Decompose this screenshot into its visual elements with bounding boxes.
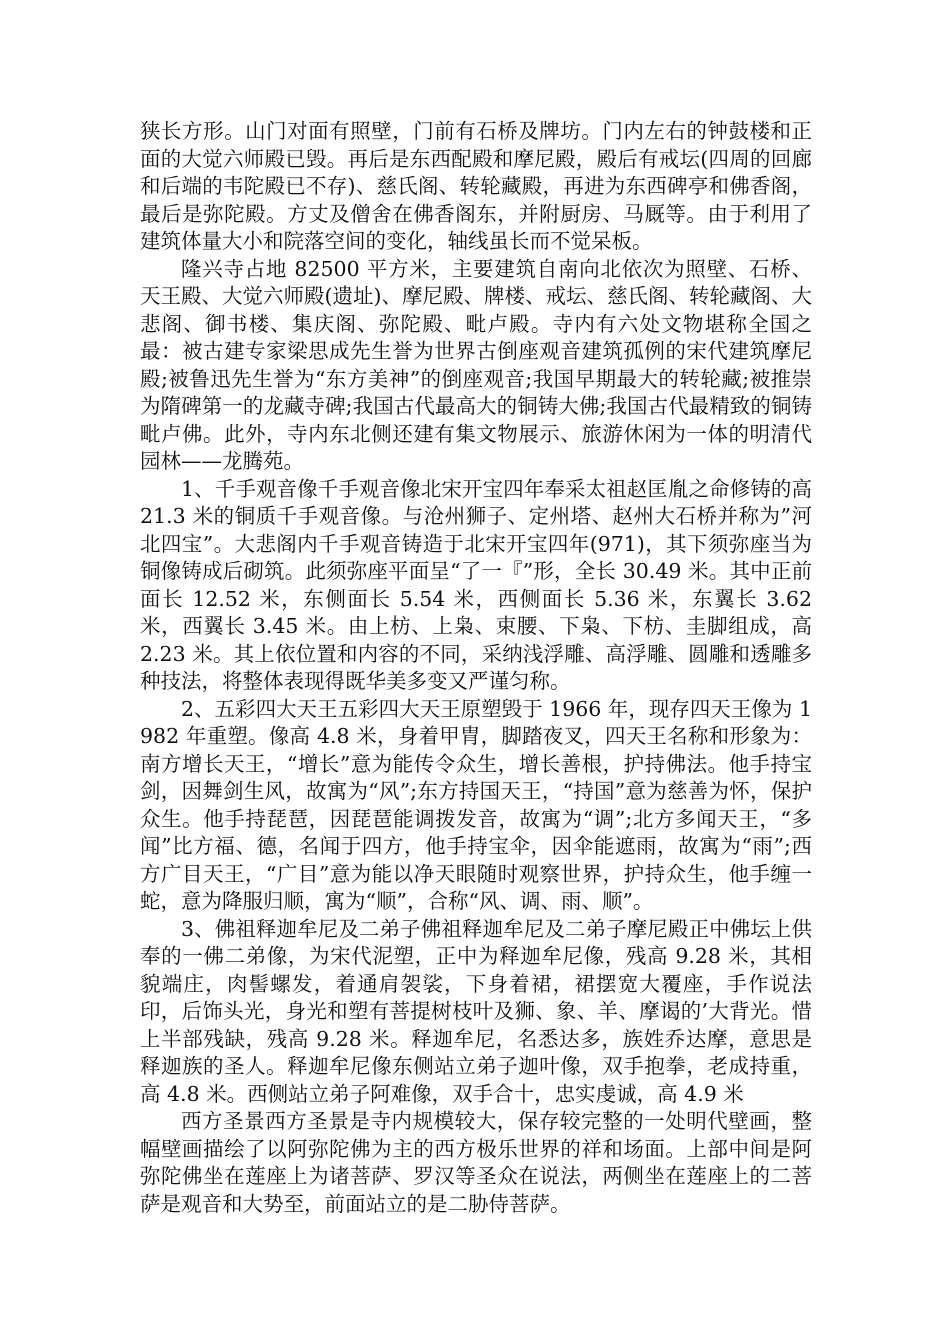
paragraph-longxing-temple-overview: 隆兴寺占地 82500 平方米，主要建筑自南向北依次为照壁、石桥、天王殿、大觉六师殿(遗址)、摩尼殿、牌楼、戒坛、慈氏阁、转轮藏阁、大悲阁、御书楼、集庆阁、弥陀殿、毗卢殿。寺内有六处文物堪称全国之最：被古建专家梁思成先生誉为世界古倒座观音建筑孤例的宋代建筑摩尼殿;被鲁迅先生誉为“东方美神”的倒座观音;我国早期最大的转轮藏;被推崇为隋碑第一的龙藏寺碑;我国古代最高大的铜铸大佛;我国古代最精致的铜铸毗卢佛。此外，寺内东北侧还建有集文物展示、旅游休闲为一体的明清代园林——龙腾苑。 <box>140 256 812 473</box>
document-page <box>140 118 812 1218</box>
paragraph-western-paradise-mural: 西方圣景西方圣景是寺内规模较大，保存较完整的一处明代壁画，整幅壁画描绘了以阿弥陀佛为主的西方极乐世界的祥和场面。上部中间是阿弥陀佛坐在莲座上为诸菩萨、罗汉等圣众在说法，两侧坐在莲座上的二菩萨是观音和大势至，前面站立的是二胁侍菩萨。 <box>140 1109 812 1216</box>
paragraph-continuation: 狭长方形。山门对面有照壁，门前有石桥及牌坊。门内左右的钟鼓楼和正面的大觉六师殿已毁。再后是东西配殿和摩尼殿，殿后有戒坛(四周的回廊和后端的韦陀殿已不存)、慈氏阁、转轮藏殿，再进为东西碑亭和佛香阁，最后是弥陀殿。方丈及僧舍在佛香阁东，并附厨房、马厩等。由于利用了建筑体量大小和院落空间的变化，轴线虽长而不觉呆板。 <box>140 119 812 253</box>
paragraph-four-heavenly-kings: 2、五彩四大天王五彩四大天王原塑毁于 1966 年，现存四天王像为 1982 年重塑。像高 4.8 米，身着甲胄，脚踏夜叉，四天王名称和形象为：南方增长天王，“增长”意为能传令众生，增长善根，护持佛法。他手持宝剑，因舞剑生风，故寓为“风”;东方持国天王，“持国”意为慈善为怀，保护众生。他手持琵琶，因琵琶能调拨发音，故寓为“调”;北方多闻天王，“多闻”比方福、德，名闻于四方，他手持宝伞，因伞能遮雨，故寓为“雨”;西方广目天王，“广目”意为能以净天眼随时观察世界，护持众生，他手缠一蛇，意为降服归顺，寓为“顺”，合称“风、调、雨、顺”。 <box>140 696 812 913</box>
paragraph-thousand-hand-guanyin: 1、千手观音像千手观音像北宋开宝四年奉采太祖赵匡胤之命修铸的高 21.3 米的铜质千手观音像。与沧州狮子、定州塔、赵州大石桥并称为”河北四宝”。大悲阁内千手观音铸造于北宋开宝四年(971)，其下须弥座当为铜像铸成后砌筑。此须弥座平面呈“了一『”形，全长 30.49 米。其中正前面长 12.52 米，东侧面长 5.54 米，西侧面长 5.36 米，东翼长 3.62 米，西翼长 3.45 米。由上枋、上枭、束腰、下枭、下枋、圭脚组成，高 2.23 米。其上依位置和内容的不同，采纳浅浮雕、高浮雕、圆雕和透雕多种技法，将整体表现得既华美多变又严谨匀称。 <box>140 476 812 693</box>
paragraph-shakyamuni-and-disciples: 3、佛祖释迦牟尼及二弟子佛祖释迦牟尼及二弟子摩尼殿正中佛坛上供奉的一佛二弟像，为宋代泥塑，正中为释迦牟尼像，残高 9.28 米，其相貌端庄，肉髻螺发，着通肩袈裟，下身着裙，裙摆宽大覆座，手作说法印，后饰头光，身光和塑有菩提树枝叶及狮、象、羊、摩谒的’大背光。惜上半部残缺，残高 9.28 米。释迦牟尼，名悉达多，族姓乔达摩，意思是释迦族的圣人。释迦牟尼像东侧站立弟子迦叶像，双手抱拳，老成持重，高 4.8 米。西侧站立弟子阿难像，双手合十，忠实虔诚，高 4.9 米 <box>140 916 812 1106</box>
